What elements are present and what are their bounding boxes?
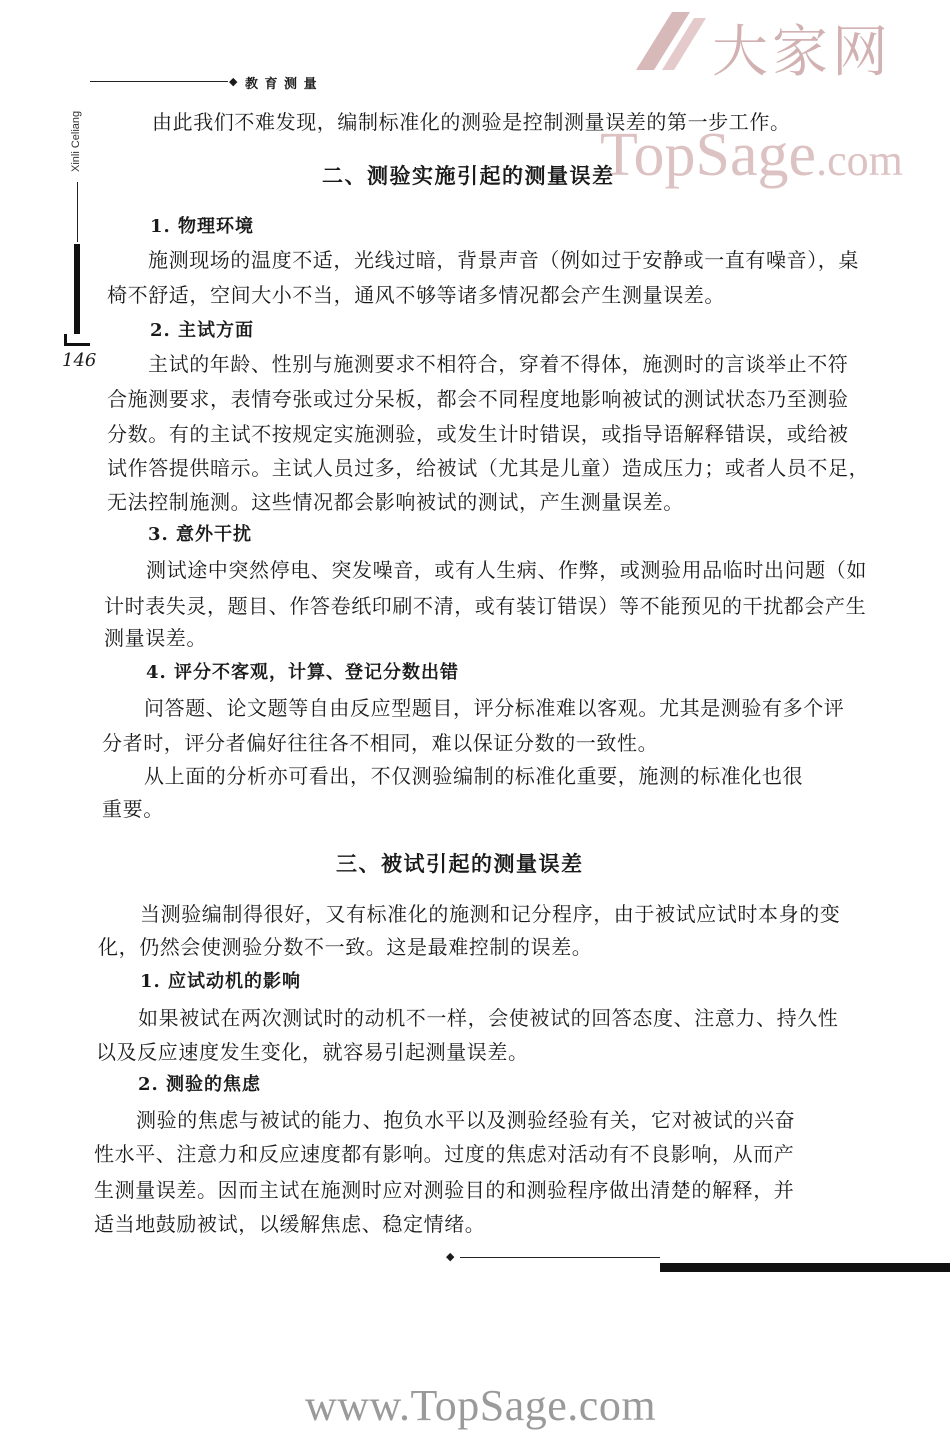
- header-rule: [90, 81, 228, 82]
- paragraph-line: 以及反应速度发生变化，就容易引起测量误差。: [96, 1040, 529, 1064]
- paragraph-line: 计时表失灵，题目、作答卷纸印刷不清，或有装订错误）等不能预见的干扰都会产生: [104, 594, 867, 618]
- paragraph-line: 从上面的分析亦可看出，不仅测验编制的标准化重要，施测的标准化也很: [144, 764, 804, 788]
- watermark-logo-mark: [632, 10, 710, 80]
- watermark-footer-url: www.TopSage.com: [305, 1381, 657, 1430]
- paragraph-line: 生测量误差。因而主试在施测时应对测验目的和测验程序做出清楚的解释，并: [94, 1178, 795, 1202]
- paragraph-line: 椅不舒适，空间大小不当，通风不够等诸多情况都会产生测量误差。: [107, 283, 725, 307]
- watermark-logo-cn: 大家网: [712, 20, 892, 85]
- s2-item2-title: 2. 主试方面: [150, 320, 255, 341]
- s3-item2-title: 2. 测验的焦虑: [138, 1074, 262, 1095]
- paragraph-line: 当测验编制得很好，又有标准化的施测和记分程序，由于被试应试时本身的变: [140, 902, 841, 926]
- paragraph-line: 分数。有的主试不按规定实施测验，或发生计时错误，或指导语解释错误，或给被: [107, 422, 849, 446]
- header-diamond-icon: ◆: [229, 75, 238, 88]
- s2-item4-title: 4. 评分不客观，计算、登记分数出错: [146, 662, 460, 683]
- intro-line: 由此我们不难发现，编制标准化的测验是控制测量误差的第一步工作。: [152, 110, 791, 134]
- watermark-logo-en: TopSage.com: [600, 121, 903, 189]
- paragraph-line: 试作答提供暗示。主试人员过多，给被试（尤其是儿童）造成压力；或者人员不足，: [107, 456, 870, 480]
- s3-item1-title: 1. 应试动机的影响: [140, 971, 302, 992]
- side-rule: [77, 182, 78, 242]
- page-number: 146: [62, 350, 97, 371]
- paragraph-line: 分者时，评分者偏好往往各不相同，难以保证分数的一致性。: [102, 731, 659, 755]
- s2-item3-title: 3. 意外干扰: [148, 524, 253, 545]
- side-running-title: Xinli Celiang: [70, 110, 82, 172]
- side-thick-bar: [74, 244, 80, 334]
- paragraph-line: 性水平、注意力和反应速度都有影响。过度的焦虑对活动有不良影响，从而产: [94, 1142, 795, 1166]
- s2-item1-title: 1. 物理环境: [150, 216, 255, 237]
- paragraph-line: 如果被试在两次测试时的动机不一样，会使被试的回答态度、注意力、持久性: [138, 1006, 839, 1030]
- section-3-title: 三、被试引起的测量误差: [336, 851, 584, 876]
- paragraph-line: 无法控制施测。这些情况都会影响被试的测试，产生测量误差。: [107, 490, 684, 514]
- paragraph-line: 适当地鼓励被试，以缓解焦虑、稳定情绪。: [94, 1212, 486, 1236]
- paragraph-line: 施测现场的温度不适，光线过暗，背景声音（例如过于安静或一直有噪音），桌: [148, 248, 859, 272]
- paragraph-line: 测试途中突然停电、突发噪音，或有人生病、作弊，或测验用品临时出问题（如: [146, 558, 867, 582]
- paragraph-line: 重要。: [102, 797, 164, 821]
- footer-diamond-icon: ◆: [446, 1250, 455, 1263]
- paragraph-line: 化，仍然会使测验分数不一致。这是最难控制的误差。: [98, 935, 593, 959]
- page-corner-mark: [64, 334, 90, 346]
- section-2-title: 二、测验实施引起的测量误差: [322, 163, 615, 188]
- paragraph-line: 主试的年龄、性别与施测要求不相符合，穿着不得体，施测时的言谈举止不符: [148, 352, 849, 376]
- paragraph-line: 问答题、论文题等自由反应型题目，评分标准难以客观。尤其是测验有多个评: [144, 696, 845, 720]
- footer-thick-bar: [660, 1263, 950, 1272]
- paragraph-line: 测量误差。: [104, 626, 207, 650]
- paragraph-line: 合施测要求，表情夸张或过分呆板，都会不同程度地影响被试的测试状态乃至测验: [107, 387, 849, 411]
- header-title: 教 育 测 量: [245, 77, 318, 92]
- paragraph-line: 测验的焦虑与被试的能力、抱负水平以及测验经验有关，它对被试的兴奋: [136, 1108, 796, 1132]
- footer-rule: [460, 1257, 660, 1258]
